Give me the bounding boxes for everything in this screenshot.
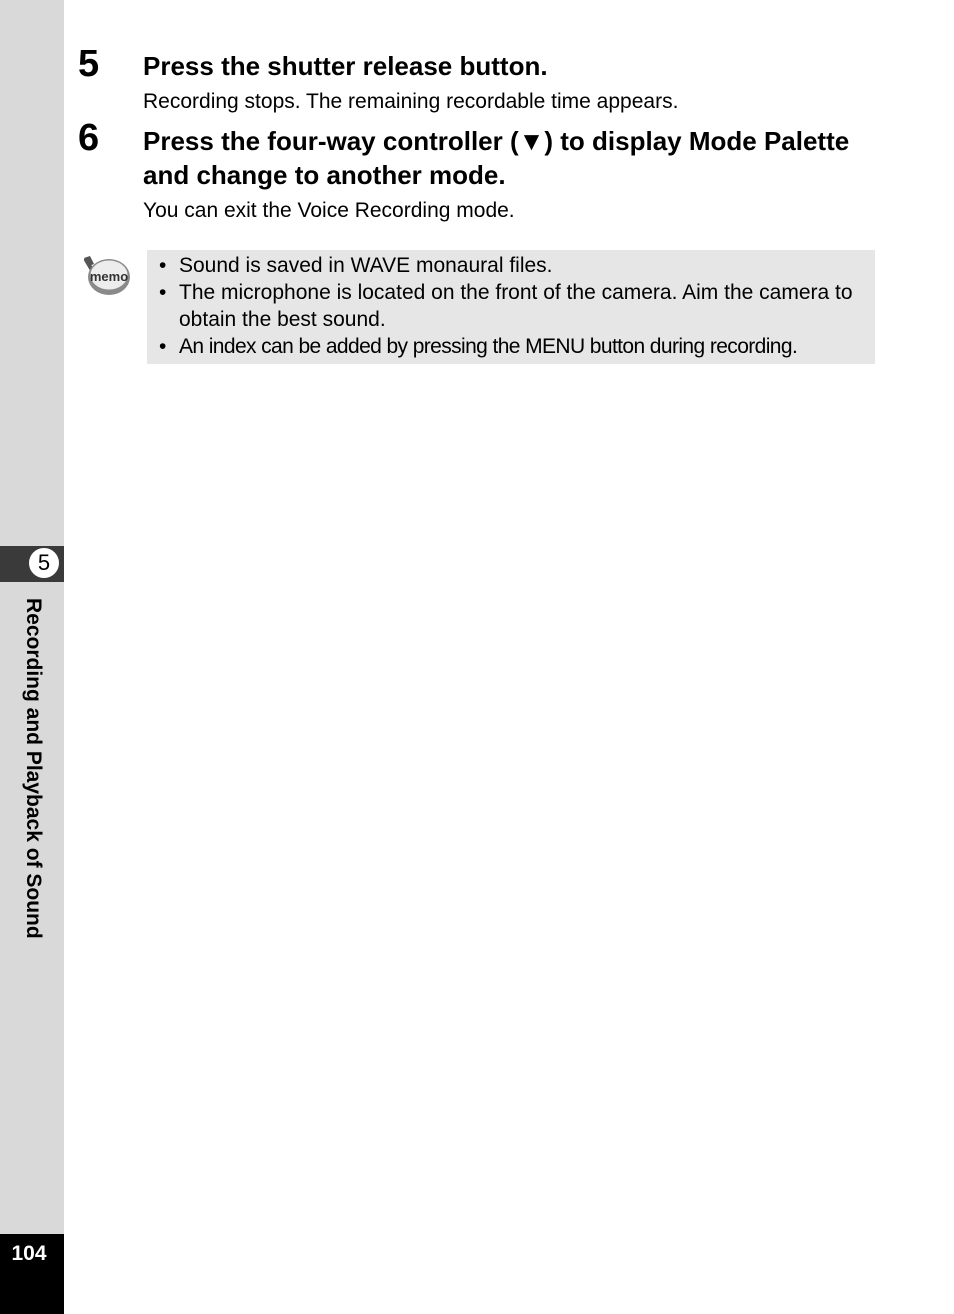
step-number: 6 [78, 117, 100, 159]
bullet: • [159, 335, 166, 358]
step-description: You can exit the Voice Recording mode. [143, 199, 515, 222]
memo-item-text: Sound is saved in WAVE monaural files. [179, 254, 553, 277]
list-item [159, 252, 875, 279]
memo-icon [80, 252, 132, 300]
list-item [159, 279, 875, 333]
memo-item-text: An index can be added by pressing the MENU button during recording. [179, 335, 798, 358]
step-number: 5 [78, 43, 100, 85]
step-title: Press the four-way controller (▼) to display Mode Palette and change to another mode. [143, 126, 850, 190]
memo-box [147, 250, 875, 364]
step-title: Press the shutter release button. [143, 51, 548, 81]
page-number: 104 [11, 1242, 47, 1265]
bullet: • [159, 281, 167, 304]
memo-list [159, 252, 875, 360]
memo-icon-label: memo [89, 269, 129, 284]
chapter-number: 5 [27, 546, 61, 580]
bullet: • [159, 254, 167, 277]
step-description: Recording stops. The remaining recordable time appears. [143, 90, 679, 113]
chapter-title: Recording and Playback of Sound [22, 598, 45, 939]
memo-item-text: The microphone is located on the front of the camera. Aim the camera to obtain the best sound. [179, 281, 853, 331]
list-item [159, 333, 875, 360]
